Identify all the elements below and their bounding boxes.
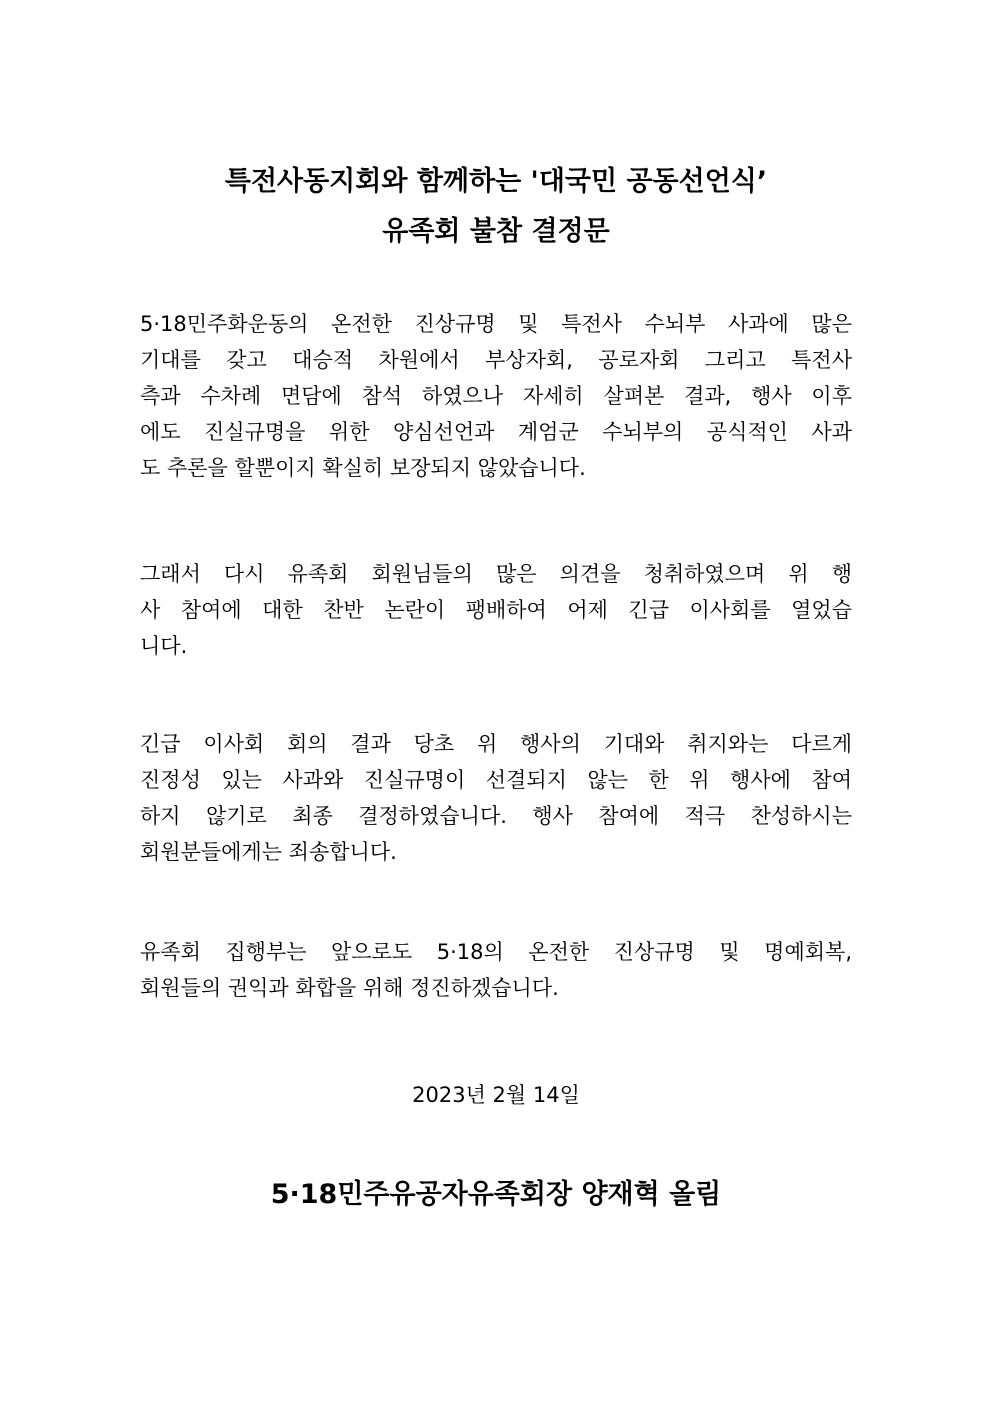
- document-title-line-1: 특전사동지회와 함께하는 '대국민 공동선언식’: [224, 166, 768, 197]
- paragraph-4: [140, 934, 852, 1006]
- paragraph-line: 기대를 갖고 대승적 차원에서 부상자회, 공로자회 그리고 특전사: [140, 348, 852, 372]
- paragraph-line: 측과 수차례 면담에 참석 하였으나 자세히 살펴본 결과, 행사 이후: [140, 384, 852, 408]
- paragraph-line: 5·18민주화운동의 온전한 진상규명 및 특전사 수뇌부 사과에 많은: [140, 312, 852, 336]
- document-date: 2023년 2월 14일: [412, 1083, 580, 1107]
- paragraph-3: [140, 726, 852, 870]
- paragraph-line: 니다.: [140, 634, 188, 658]
- paragraph-2: [140, 556, 852, 664]
- paragraph-line: 회원들의 권익과 화합을 위해 정진하겠습니다.: [140, 976, 559, 1000]
- paragraph-line: 사 참여에 대한 찬반 논란이 팽배하여 어제 긴급 이사회를 열었습: [140, 598, 852, 622]
- paragraph-line: 유족회 집행부는 앞으로도 5·18의 온전한 진상규명 및 명예회복,: [140, 940, 852, 964]
- paragraph-line: 진정성 있는 사과와 진실규명이 선결되지 않는 한 위 행사에 참여: [140, 768, 852, 792]
- paragraph-line: 그래서 다시 유족회 회원님들의 많은 의견을 청취하였으며 위 행: [140, 562, 852, 586]
- paragraph-line: 회원분들에게는 죄송합니다.: [140, 840, 397, 864]
- paragraph-line: 긴급 이사회 회의 결과 당초 위 행사의 기대와 취지와는 다르게: [140, 732, 852, 756]
- paragraph-line: 하지 않기로 최종 결정하였습니다. 행사 참여에 적극 찬성하시는: [140, 804, 852, 828]
- document-signature: 5·18민주유공자유족회장 양재혁 올림: [270, 1179, 722, 1210]
- paragraph-line: 도 추론을 할뿐이지 확실히 보장되지 않았습니다.: [140, 456, 586, 480]
- paragraph-1: [140, 306, 852, 486]
- document-title-line-2: 유족회 불참 결정문: [382, 216, 610, 247]
- paragraph-line: 에도 진실규명을 위한 양심선언과 계엄군 수뇌부의 공식적인 사과: [140, 420, 852, 444]
